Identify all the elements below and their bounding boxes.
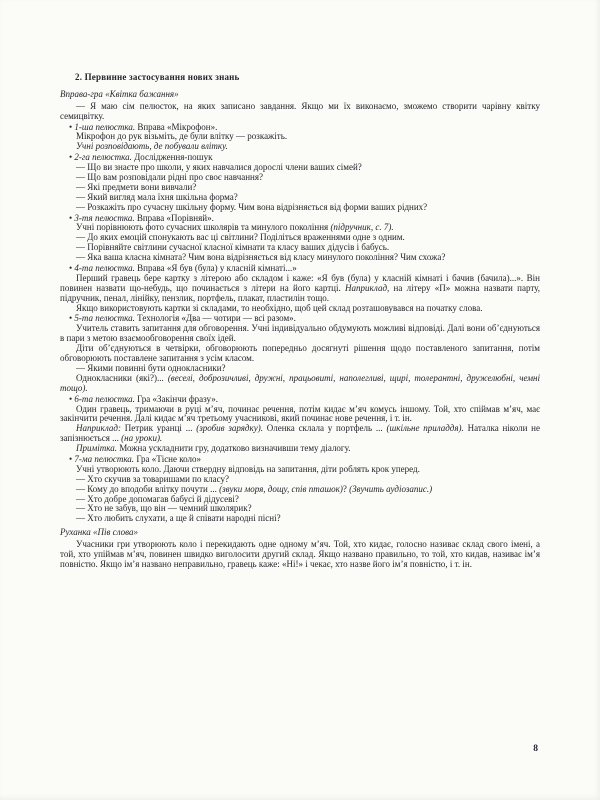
text-run: Технологія «Два — чотири — всі разом». bbox=[134, 313, 296, 324]
bullet-icon: • bbox=[69, 263, 75, 274]
paragraph-para bbox=[60, 274, 540, 304]
text-run: Можна ускладнити гру, додатково визначивши тему діалогу. bbox=[116, 443, 351, 454]
text-run: Діти об’єднуються в четвірки, обговорюють попередньо досягнуті рішення щодо поставленого запитання, потім обговорюють поставлене запитання з усім класом. bbox=[60, 343, 540, 364]
text-run: (звуки моря, дощу, спів пташок) bbox=[219, 483, 343, 494]
text-run: (веселі, доброзичливі, дружні, працьовиті, наполегливі, щирі, толерантні, дружелюбні, чемні тощо). bbox=[60, 372, 540, 393]
text-run: Перший гравець бере картку з літерою або складом і каже: «Я був (була) у класній кімнаті і бачив (бачила)...». Він повинен назвати що-небудь, що починається з літери на його картці. bbox=[60, 272, 540, 293]
text-run: 3-тя пелюстка. bbox=[74, 212, 135, 223]
text-run: Учасники гри утворюють коло і перекидають одне одному м’яч. Той, хто кидає, голосно називає склад свого імені, а той, хто упіймав м’яч, повинен швидко виголосити другий склад. Якщо названо правильно, то той, хто кидав, називає ім’я повністю. Якщо ім’я названо неправильно, гравець каже: «Ні!» і чекає, хто назве його ім’я повністю, і т. ін. bbox=[60, 539, 540, 569]
text-run: Один гравець, тримаючи в руці м’яч, починає речення, потім кидає м’яч комусь іншому. Той, хто спіймав м’яч, має закінчити речення. Далі кидає м’яч третьому учасникові, який починає нове речення, і т. ін. bbox=[60, 403, 540, 424]
text-run: Наталка ніколи не запізнюється ... bbox=[60, 423, 540, 444]
paragraph-label bbox=[60, 90, 540, 100]
text-run: — Якими повинні бути однокласники? bbox=[76, 362, 226, 373]
text-run: (шкільне приладдя). bbox=[386, 423, 464, 434]
bullet-icon: • bbox=[69, 453, 75, 464]
text-run: — Я маю сім пелюсток, на яких записано завдання. Якщо ми їх виконаємо, зможемо створити чарівну квітку семицвітку. bbox=[60, 100, 540, 121]
text-run: 2. Первинне застосування нових знань bbox=[75, 72, 240, 82]
text-run: (Звучить аудіозапис.) bbox=[349, 483, 433, 494]
text-run: Оленка склала у портфель ... bbox=[262, 423, 387, 434]
paragraph-para bbox=[60, 374, 540, 394]
paragraph-dialog bbox=[60, 514, 540, 524]
bullet-icon: • bbox=[69, 313, 75, 324]
text-run: (на уроки). bbox=[121, 433, 163, 444]
text-run: Петрик уранці ... bbox=[120, 423, 197, 434]
text-run: — Порівняйте світлини сучасної класної кімнати та класу ваших дідусів і бабусь. bbox=[76, 242, 390, 253]
text-run: Гра «Закінчи фразу». bbox=[134, 393, 219, 404]
text-run: Учні розповідають, де побували влітку. bbox=[76, 141, 228, 152]
text-run: — Який вигляд мала їхня шкільна форма? bbox=[76, 191, 238, 202]
paragraph-heading bbox=[60, 73, 540, 83]
text-run: Однокласники (які?)... bbox=[76, 372, 168, 383]
paragraph-para bbox=[60, 424, 540, 444]
paragraph-para bbox=[60, 405, 540, 425]
text-run: Учні утворюють коло. Даючи ствердну відповідь на запитання, діти роблять крок уперед. bbox=[76, 463, 420, 474]
text-run: 1-ша пелюстка. bbox=[74, 121, 136, 132]
text-run: Якщо використовують картки зі складами, то необхідно, щоб цей склад розташовувався на початку слова. bbox=[76, 302, 483, 313]
text-run: — Хто скучив за товаришами по класу? bbox=[76, 473, 229, 484]
bullet-icon: • bbox=[69, 212, 75, 223]
bullet-icon: • bbox=[69, 152, 75, 163]
text-run: Учні порівнюють фото сучасних школярів та минулого покоління bbox=[76, 222, 331, 233]
paragraph-para bbox=[60, 540, 540, 570]
text-run: ? bbox=[342, 483, 350, 494]
text-run: Дослідження-пошук bbox=[131, 152, 213, 163]
text-run: (підручник, с. 7). bbox=[330, 222, 394, 233]
text-run: — Що вам розповідали рідні про своє навчання? bbox=[76, 172, 263, 183]
text-run: Вправа «Я був (була) у класній кімнаті...» bbox=[134, 263, 297, 274]
page-content bbox=[60, 73, 540, 570]
bullet-icon: • bbox=[69, 393, 75, 404]
bullet-icon: • bbox=[69, 121, 75, 132]
paragraph-para bbox=[60, 304, 540, 314]
text-run: — Які предмети вони вивчали? bbox=[76, 181, 197, 192]
text-run: Мікрофон до рук візьміть, де були влітку — розкажіть. bbox=[76, 131, 288, 142]
text-run: — Яка ваша класна кімната? Чим вона відрізняється від класу минулого покоління? Чим схожа? bbox=[76, 252, 446, 263]
text-run: (зробив зарядку). bbox=[196, 423, 263, 434]
paragraph-dialog bbox=[60, 253, 540, 263]
text-run: 4-та пелюстка. bbox=[74, 263, 135, 274]
text-run: на літеру «П» можна назвати парту, підручник, пенал, лінійку, пензлик, портфель, плакат, пластилін тощо. bbox=[60, 282, 540, 303]
text-run: Вправа «Мікрофон». bbox=[135, 121, 218, 132]
text-run: — Хто добре допомагав бабусі й дідусеві? bbox=[76, 493, 239, 504]
text-run: Учитель ставить запитання для обговорення. Учні індивідуально обдумують можливі відповіді. Далі вони об’єднуються в пари з метою взаємообговорення своїх ідей. bbox=[60, 323, 540, 344]
text-run: 5-та пелюстка. bbox=[74, 313, 135, 324]
paragraph-dialog bbox=[60, 203, 540, 213]
text-run: — Кому до вподоби влітку почути ... bbox=[76, 483, 220, 494]
text-run: Наприклад, bbox=[345, 282, 390, 293]
text-run: — До яких емоцій спонукають вас ці світлини? Поділіться враженнями одне з одним. bbox=[76, 232, 405, 243]
paragraph-para bbox=[60, 324, 540, 344]
text-run: Руханка «Пів слова» bbox=[60, 527, 138, 538]
paragraph-para bbox=[60, 102, 540, 122]
text-run: 2-га пелюстка. bbox=[74, 152, 132, 163]
paragraph-label bbox=[60, 528, 540, 538]
paragraph-para bbox=[60, 344, 540, 364]
text-run: Гра «Тісне коло» bbox=[134, 453, 202, 464]
text-run: Вправа «Порівняй». bbox=[134, 212, 214, 223]
text-run: Вправа-гра «Квітка бажання» bbox=[60, 88, 179, 99]
text-run: — Розкажіть про сучасну шкільну форму. Чим вона відрізняється від форми ваших рідних? bbox=[76, 201, 428, 212]
text-run: — Хто не забув, що він — чемний школярик? bbox=[76, 503, 252, 514]
page-number: 8 bbox=[533, 744, 538, 754]
text-run: 7-ма пелюстка. bbox=[74, 453, 135, 464]
text-run: Наприклад: bbox=[76, 423, 121, 434]
text-run: Примітка. bbox=[76, 443, 117, 454]
text-run: — Що ви знаєте про школи, у яких навчалися дорослі члени ваших сімей? bbox=[76, 162, 362, 173]
paragraph-para bbox=[60, 142, 540, 152]
text-run: — Хто любить слухати, а ще й співати народні пісні? bbox=[76, 513, 281, 524]
paragraph-para bbox=[60, 444, 540, 454]
text-run: 6-та пелюстка. bbox=[74, 393, 135, 404]
